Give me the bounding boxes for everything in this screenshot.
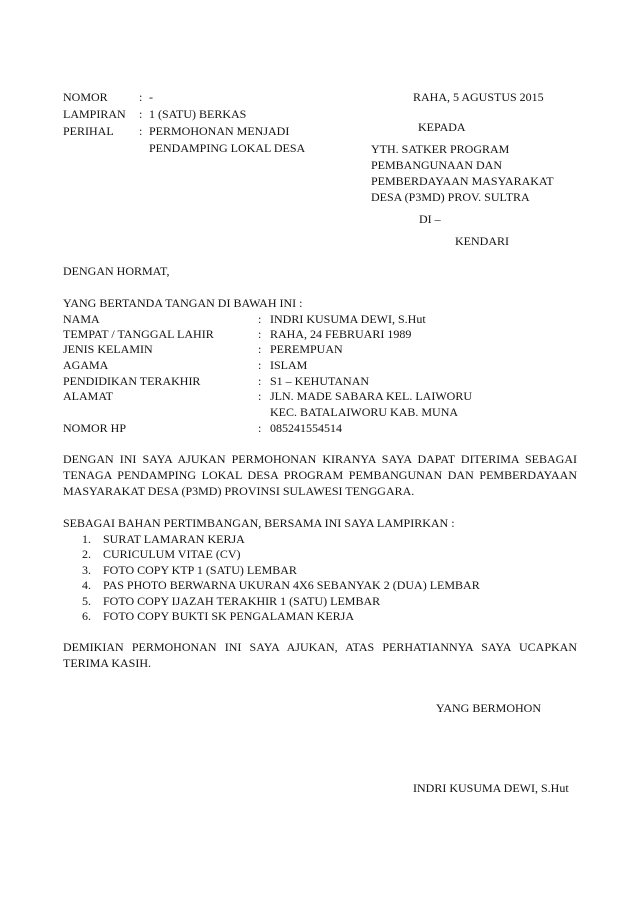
- field-colon: :: [258, 389, 262, 403]
- paragraph-line: MASYARAKAT DESA (P3MD) PROVINSI SULAWESI TENGGARA.: [63, 484, 415, 498]
- place-date: RAHA, 5 AGUSTUS 2015: [413, 90, 544, 104]
- attachments-intro: SEBAGAI BAHAN PERTIMBANGAN, BERSAMA INI SAYA LAMPIRKAN :: [63, 516, 455, 530]
- recipient-line-3: PEMBERDAYAAN MASYARAKAT: [371, 174, 554, 188]
- recipient-city: KENDARI: [455, 234, 509, 248]
- perihal-colon: :: [139, 124, 143, 138]
- paragraph-line: DENGAN INI SAYA AJUKAN PERMOHONAN KIRANYA SAYA DAPAT DITERIMA SEBAGAI: [63, 452, 577, 466]
- field-value-jenis-kelamin: PEREMPUAN: [270, 342, 343, 356]
- field-label-nomor-hp: NOMOR HP: [63, 421, 127, 435]
- field-label-nama: NAMA: [63, 312, 100, 326]
- list-item: CURICULUM VITAE (CV): [103, 547, 241, 561]
- field-value-alamat-1: JLN. MADE SABARA KEL. LAIWORU: [270, 389, 472, 403]
- closing-line: TERIMA KASIH.: [63, 656, 152, 670]
- list-item-number: 2.: [82, 547, 91, 561]
- field-value-nama: INDRI KUSUMA DEWI, S.Hut: [270, 312, 426, 326]
- field-value-agama: ISLAM: [270, 358, 308, 372]
- field-value-ttl: RAHA, 24 FEBRUARI 1989: [270, 327, 412, 341]
- nomor-value: -: [149, 90, 153, 104]
- signature-title: YANG BERMOHON: [436, 701, 542, 715]
- field-colon: :: [258, 342, 262, 356]
- nomor-label: NOMOR: [63, 90, 108, 104]
- field-label-alamat: ALAMAT: [63, 389, 113, 403]
- closing-line: DEMIKIAN PERMOHONAN INI SAYA AJUKAN, ATAS PERHATIANNYA SAYA UCAPKAN: [63, 640, 577, 654]
- field-colon: :: [258, 374, 262, 388]
- intro-text: YANG BERTANDA TANGAN DI BAWAH INI :: [63, 296, 303, 310]
- nomor-colon: :: [139, 90, 143, 104]
- recipient-line-4: DESA (P3MD) PROV. SULTRA: [371, 190, 530, 204]
- field-label-ttl: TEMPAT / TANGGAL LAHIR: [63, 327, 214, 341]
- list-item: PAS PHOTO BERWARNA UKURAN 4X6 SEBANYAK 2 (DUA) LEMBAR: [103, 578, 480, 592]
- list-item: FOTO COPY BUKTI SK PENGALAMAN KERJA: [103, 609, 355, 623]
- lampiran-colon: :: [139, 107, 143, 121]
- field-colon: :: [258, 312, 262, 326]
- field-label-pendidikan: PENDIDIKAN TERAKHIR: [63, 374, 201, 388]
- recipient-line-1: YTH. SATKER PROGRAM: [371, 142, 510, 156]
- list-item: SURAT LAMARAN KERJA: [103, 532, 245, 546]
- lampiran-value: 1 (SATU) BERKAS: [149, 107, 247, 121]
- paragraph-line: TENAGA PENDAMPING LOKAL DESA PROGRAM PEMBANGUNAN DAN PEMBERDAYAAN: [63, 468, 577, 482]
- perihal-value-1: PERMOHONAN MENJADI: [149, 124, 290, 138]
- field-colon: :: [258, 327, 262, 341]
- field-label-jenis-kelamin: JENIS KELAMIN: [63, 342, 153, 356]
- list-item-number: 6.: [82, 609, 91, 623]
- kepada-label: KEPADA: [418, 120, 466, 134]
- field-label-agama: AGAMA: [63, 358, 109, 372]
- field-colon: :: [258, 358, 262, 372]
- signature-name: INDRI KUSUMA DEWI, S.Hut: [413, 781, 569, 795]
- list-item: FOTO COPY KTP 1 (SATU) LEMBAR: [103, 563, 297, 577]
- recipient-di: DI –: [419, 212, 441, 226]
- list-item-number: 5.: [82, 594, 91, 608]
- perihal-value-2: PENDAMPING LOKAL DESA: [149, 141, 306, 155]
- list-item-number: 1.: [82, 532, 91, 546]
- list-item-number: 4.: [82, 578, 91, 592]
- lampiran-label: LAMPIRAN: [63, 107, 126, 121]
- list-item: FOTO COPY IJAZAH TERAKHIR 1 (SATU) LEMBAR: [103, 594, 381, 608]
- field-value-alamat-2: KEC. BATALAIWORU KAB. MUNA: [270, 405, 459, 419]
- recipient-line-2: PEMBANGUNAAN DAN: [371, 158, 503, 172]
- field-value-nomor-hp: 085241554514: [270, 421, 342, 435]
- field-colon: :: [258, 421, 262, 435]
- perihal-label: PERIHAL: [63, 124, 114, 138]
- field-value-pendidikan: S1 – KEHUTANAN: [270, 374, 370, 388]
- greeting: DENGAN HORMAT,: [63, 264, 170, 278]
- list-item-number: 3.: [82, 563, 91, 577]
